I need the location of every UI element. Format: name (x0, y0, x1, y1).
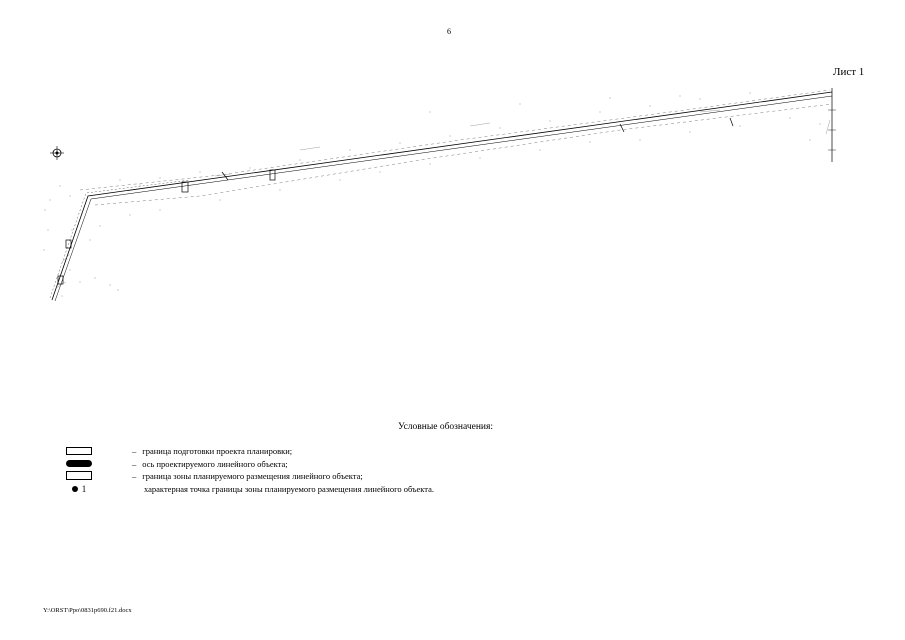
legend-text: характерная точка границы зоны планируемого размещения линейного объекта. (144, 483, 435, 494)
map-annotations (56, 110, 830, 288)
point-dot-icon (72, 486, 78, 492)
survey-points (44, 93, 821, 297)
axis-symbol (64, 459, 94, 469)
boundary-symbol (64, 446, 94, 456)
legend-title: Условные обозначения: (398, 422, 494, 432)
page-number: 6 (447, 27, 451, 36)
legend-dash: – (132, 470, 137, 481)
compass-icon (50, 146, 64, 160)
legend-text: граница зоны планируемого размещения линейного объекта; (142, 470, 363, 481)
legend-dash: – (132, 458, 137, 469)
legend-dash: – (132, 445, 137, 456)
point-symbol (64, 484, 94, 494)
file-path: Y:\ORST\Ppo\0831p690.f21.docx (43, 607, 132, 614)
legend-item-boundary (64, 445, 292, 456)
zone-symbol (64, 471, 94, 481)
point-number: 1 (81, 483, 87, 494)
legend-item-point (64, 483, 434, 494)
legend-item-zone (64, 470, 363, 481)
legend-text: ось проектируемого линейного объекта; (142, 458, 288, 469)
zone-boundary (80, 90, 832, 205)
linear-object-axis (50, 92, 832, 301)
sheet-label: Лист 1 (833, 66, 865, 78)
legend-item-axis (64, 458, 288, 469)
legend-text: граница подготовки проекта планировки; (142, 445, 293, 456)
crossing-markers (58, 118, 733, 284)
